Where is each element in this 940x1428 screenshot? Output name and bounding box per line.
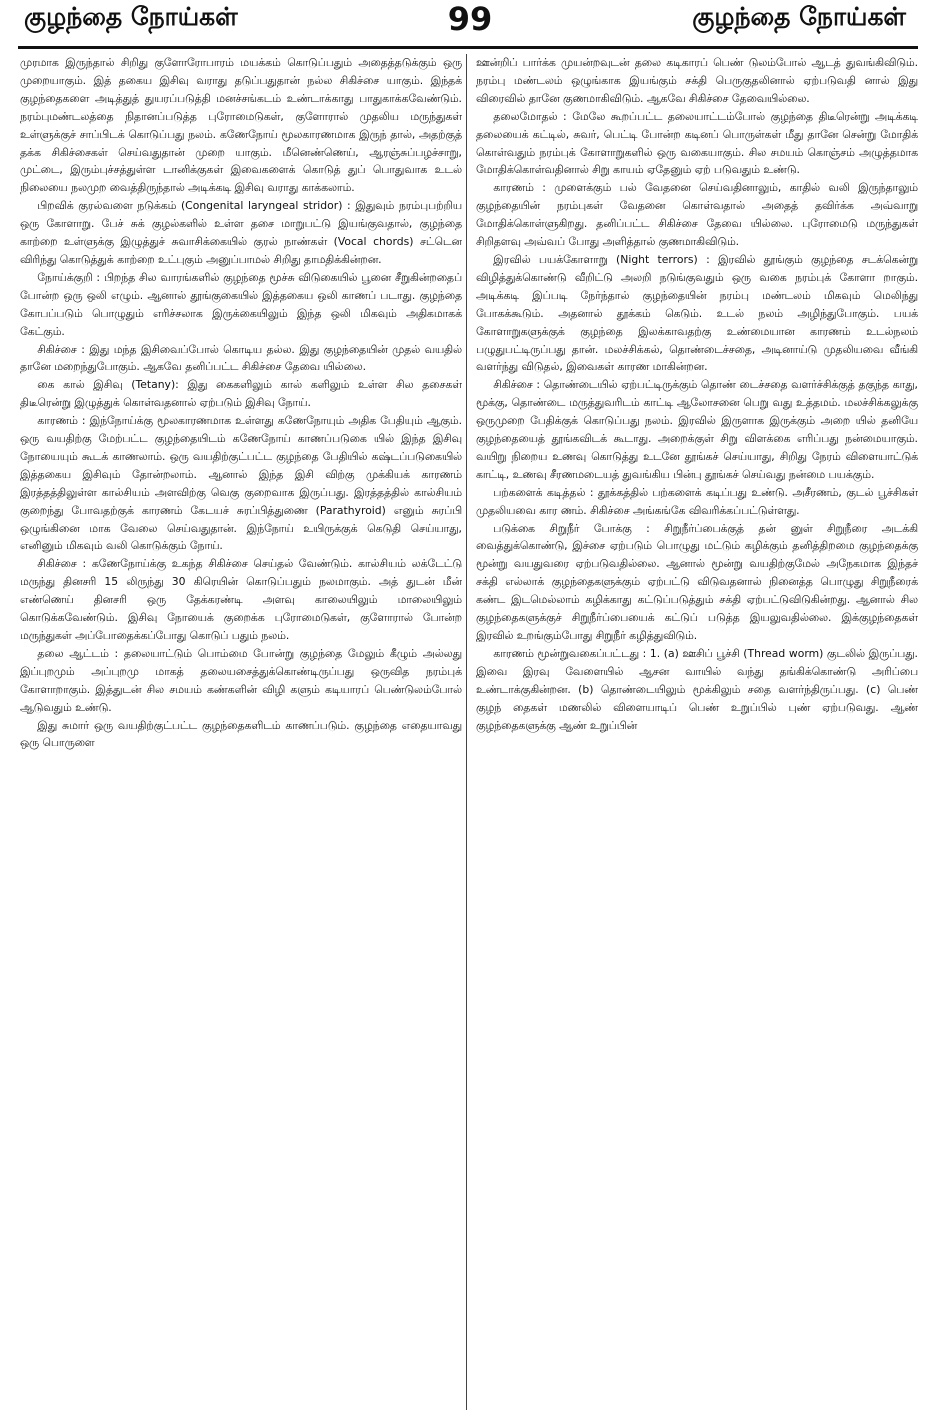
paragraph: காரணம் மூன்றுவகைப்பட்டது : 1. (a) ஊசிப் பூச்சி (Thread worm) குடலில் இருப்பது. இவை இரவு வேளையில் ஆசன வாயில் வந்து தங்கிக்கொண்டு அரிப்பை உண்டாக்குகின்றன. (b) தொண்டையிலும் மூக்கிலும் சதை வளர்ந்திருப்பது. (c) பெண் குழந் தைகள் மணலில் விளையாடிப் பெண் உறுப்பில் புண் ஏற்படுவது. ஆண் குழந்தைகளுக்கு ஆண் உறுப்பின்: [476, 646, 918, 732]
running-head-left: குழந்தை நோய்கள்: [24, 2, 238, 31]
page-header: [0, 0, 940, 40]
left-column: [20, 54, 462, 1414]
paragraph: காரணம் : இந்நோய்க்கு மூலகாரணமாக உள்ளது கணேநோயும் அதிக பேதியும் ஆகும். ஒரு வயதிற்கு மேற்பட்ட குழந்தையிடம் கணேநோய் காணப்படுகை யில் இந்த இசிவு நோயையும் கூடக் காணலாம். ஒரு வயதிற்குட்பட்ட குழந்தை பேதியில் கஷ்டப்படுகையில் இத்தகைய இசிவும் தோன்றலாம். ஆனால் இந்த இசி விற்கு முக்கியக் காரணம் இரத்தத்திலுள்ள கால்சியம் அளவிற்கு வெகு குறைவாக இருப்பது. இரத்தத்தில் கால்சியம் குறைந்து போவதற்குக் காரணம் கேடயச் சுரப்பித்துணை (Parathyroid) எனும் சுரப்பி ஒழுங்கினை மாக வேலை செய்வதுதான். இந்நோய் உயிருக்குக் கெடுதி செய்யாது, எனினும் மிகவும் வலி கொடுக்கும் நோய்.: [20, 414, 462, 553]
header-rule: [18, 46, 918, 49]
paragraph: பிறவிக் குரல்வளை நடுக்கம் (Congenital laryngeal stridor) : இதுவும் நரம்புபற்றிய ஒரு கோளாறு. பேச் சுக் குழல்களில் உள்ள தசை மாறுபட்டு இயங்குவதால், குழந்தை காற்றை உள்ளுக்கு இழுத்துச் சுவாசிக்கையில் குரல் நாண்கள் (Vocal chords) சட்டென விரிந்து கொடுத்துக் காற்றை உட்புகும் அனுப்பாமல் சிறிது தாமதிக்கின்றன.: [20, 199, 462, 266]
paragraph: முரமாக இருந்தால் சிறிது குளோரோபாரம் மயக்கம் கொடுப்பதும் அதைத்தடுக்கும் ஒரு முறையாகும். இத் தகைய இசிவு வராது தடுப்பதுதான் நல்ல சிகிச்சை யாகும். இந்தக் குழந்தைகளை அடித்துத் துயரப்படுத்தி மனச்சங்கடம் உண்டாக்காது பாதுகாக்கவேண்டும். நரம்புமண்டலத்தை நிதானப்படுத்த புரோமைடுகள், குளோரால் முதலிய மருந்துகள் உள்ளுக்குச் சாப்பிடக் கொடுப்பது நலம். கணேநோய் மூலகாரணமாக இருந் தால், அதற்குத் தக்க சிகிச்சைகள் செய்வதுதான் முறை யாகும். மீனெண்ணெய், ஆரஞ்சுப்பழச்சாறு, முட்டை, இரும்புச்சத்துள்ள டானிக்குகள் இவைகளைக் கொடுத் துப் பொதுவாக உடல் நிலையை நலமுற வைத்திருந்தால் அடிக்கடி இசிவு வராது காக்கலாம்.: [20, 56, 462, 195]
paragraph: பற்களைக் கடித்தல் : தூக்கத்தில் பற்களைக் கடிப்பது உண்டு. அசீரணம், குடல் பூச்சிகள் முதலியவை கார ணம். சிகிச்சை அங்கங்கே விவரிக்கப்பட்டுள்ளது.: [476, 485, 918, 517]
paragraph: இது சுமார் ஒரு வயதிற்குட்பட்ட குழந்தைகளிடம் காணப்படும். குழந்தை எதையாவது ஒரு பொருளை: [20, 718, 462, 750]
paragraph: படுக்கை சிறுநீர் போக்கு : சிறுநீர்ப்பைக்குத் தன் னுள் சிறுநீரை அடக்கி வைத்துக்கொண்டு, இச்சை ஏற்படும் பொழுது மட்டும் கழிக்கும் தனித்திறமை குழந்தைக்கு மூன்று வயதுவரை ஏற்படுவதில்லை. ஆனால் மூன்று வயதிற்குமேல் அநேகமாக இந்தச் சக்தி எல்லாக் குழந்தைகளுக்கும் ஏற்பட்டு விடுவதனால் நினைத்த பொழுது சிறுநீரைக் கண்ட இடமெல்லாம் கழிக்காது கட்டுப்படுத்தும் சக்தி ஏற்பட்டுவிடுகின்றது. ஆனால் சில குழந்தைகளுக்குச் சிறுநீர்ப்பையைக் கட்டுப் படுத்த இயலுவதில்லை. இக்குழந்தைகள் இரவில் உறங்கும்போது சிறுநீர் கழித்துவிடும்.: [476, 521, 918, 642]
paragraph: சிகிச்சை : தொண்டையில் ஏற்பட்டிருக்கும் தொண் டைச்சதை வளர்ச்சிக்குத் தகுந்த காது, மூக்கு, தொண்டை மருத்துவரிடம் காட்டி ஆலோசனை பெறு வது உத்தமம். மலச்சிக்கலுக்கு ஒருமுறை பேதிக்குக் கொடுப்பது நலம். இரவில் இருளாக இருக்கும் அறை யில் தனியே குழந்தையைத் தூங்கவிடக் கூடாது. அறைக்குள் சிறு விளக்கை எரிப்பது நன்மையாகும். வயிறு நிறைய உணவு கொடுத்து உடனே தூங்கச் செய்யாது, சிறிது நேரம் விளையாட்டுக் காட்டி, உணவு சீரணமடையத் துவங்கிய பின்பு தூங்கச் செய்வது நன்மை பயக்கும்.: [476, 378, 918, 481]
paragraph: ஊன்றிப் பார்க்க முயன்றவுடன் தலை கடிகாரப் பெண் டுலம்போல் ஆடத் துவங்கிவிடும். நரம்பு மண்டலம் ஒழுங்காக இயங்கும் சக்தி பெருகுதலினால் ஏற்படுவதி னால் இது விரைவில் தானே குணமாகிவிடும். ஆகவே சிகிச்சை தேவையில்லை.: [476, 56, 918, 105]
paragraph: காரணம் : முளைக்கும் பல் வேதனை செய்வதினாலும், காதில் வலி இருந்தாலும் குழந்தையின் நரம்புகள் வேதனை கொள்வதால் அதைத் தவிர்க்க அவ்வாறு மோதிக்கொள்ளுகிறது. தனிப்பட்ட சிகிச்சை தேவை யில்லை. புரோமைடு மருந்துகள் சிறிதளவு அவ்வப் போது அளித்தால் குணமாகிவிடும்.: [476, 181, 918, 249]
paragraph: சிகிச்சை : இது மந்த இசிவைப்போல் கொடிய தல்ல. இது குழந்தையின் முதல் வயதில் தானே மறைந்துபோகும். ஆகவே தனிப்பட்ட சிகிச்சை தேவை யில்லை.: [20, 342, 462, 374]
column-divider: [466, 54, 467, 1410]
right-column: [476, 54, 918, 1414]
paragraph: சிகிச்சை : கணேநோய்க்கு உகந்த சிகிச்சை செய்தல் வேண்டும். கால்சியம் லக்டேட்டு மருந்து தினசரி 15 லிருந்து 30 கிரெயின் கொடுப்பதும் நலமாகும். அத் துடன் மீன் எண்ணெய் தினசரி ஒரு தேக்கரண்டி அளவு காலையிலும் மாலையிலும் கொடுக்கவேண்டும். இசிவு நோயைக் குறைக்க புரோமைடுகள், குளோரால் போன்ற மருந்துகள் அப்போதைக்கப்போது கொடுப் பதும் நலம்.: [20, 557, 462, 642]
paragraph: தலைமோதல் : மேலே கூறப்பட்ட தலையாட்டம்போல் குழந்தை திடீரென்று அடிக்கடி தலையைக் கட்டில், சுவர், பெட்டி போன்ற கடினப் பொருள்கள் மீது தானே சென்று மோதிக் கொள்வதும் நரம்புக் கோளாறுகளில் ஒரு வகையாகும். சில சமயம் கொஞ்சம் அழுத்தமாக மோதிக்கொள்வதினால் சிறு காயம் ஏதேனும் ஏற் படுவதும் உண்டு.: [476, 109, 918, 177]
paragraph: இரவில் பயக்கோளாறு (Night terrors) : இரவில் தூங்கும் குழந்தை சடக்கென்று விழித்துக்கொண்டு வீறிட்டு அலறி நடுங்குவதும் ஒரு வகை நரம்புக் கோளா றாகும். அடிக்கடி இப்படி நேர்ந்தால் குழந்தையின் நரம்பு மண்டலம் மிகவும் மெலிந்து போகக்கூடும். அதனால் தூக்கம் கெடும். உடல் நலம் அழிந்துபோகும். பயக் கோளாறுகளுக்குக் குழந்தை இலக்காவதற்கு உண்மையான காரணம் உடல்நலம் பழுதுபட்டிருப்பது தான். மலச்சிக்கல், தொண்டைச்சதை, அடினாய்டு முதலியவை வீங்கி வளர்ந்து விடுதல், இவைகள் காரண மாகின்றன.: [476, 252, 918, 374]
page-number: 99: [447, 0, 493, 38]
paragraph: கை கால் இசிவு (Tetany): இது கைகளிலும் கால் களிலும் உள்ள சில தசைகள் திடீரென்று இழுத்துக் கொள்வதனால் ஏற்படும் இசிவு நோய்.: [20, 378, 462, 410]
paragraph: தலை ஆட்டம் : தலையாட்டும் பொம்மை போன்று குழந்தை மேலும் கீழும் அல்லது இப்புறமும் அப்புறமு மாகத் தலையசைத்துக்கொண்டிருப்பது ஒருவித நரம்புக் கோளாறாகும். இத்துடன் சில சமயம் கண்களின் விழி களும் கடியாரப் பெண்டுலம்போல் ஆடுவதும் உண்டு.: [20, 646, 462, 714]
running-head-right: குழந்தை நோய்கள்: [692, 2, 906, 31]
paragraph: நோய்க்குறி : பிறந்த சில வாரங்களில் குழந்தை மூச்சு விடுகையில் பூனை சீறுகின்றதைப் போன்ற ஒரு ஒலி எழும். ஆனால் தூங்குகையில் இத்தகைய ஒலி காணப் படாது. குழந்தை கோபப்படும் பொழுதும் எரிச்சலாக இருக்கையிலும் இந்த ஒலி மிகவும் அதிகமாகக் கேட்கும்.: [20, 270, 462, 338]
